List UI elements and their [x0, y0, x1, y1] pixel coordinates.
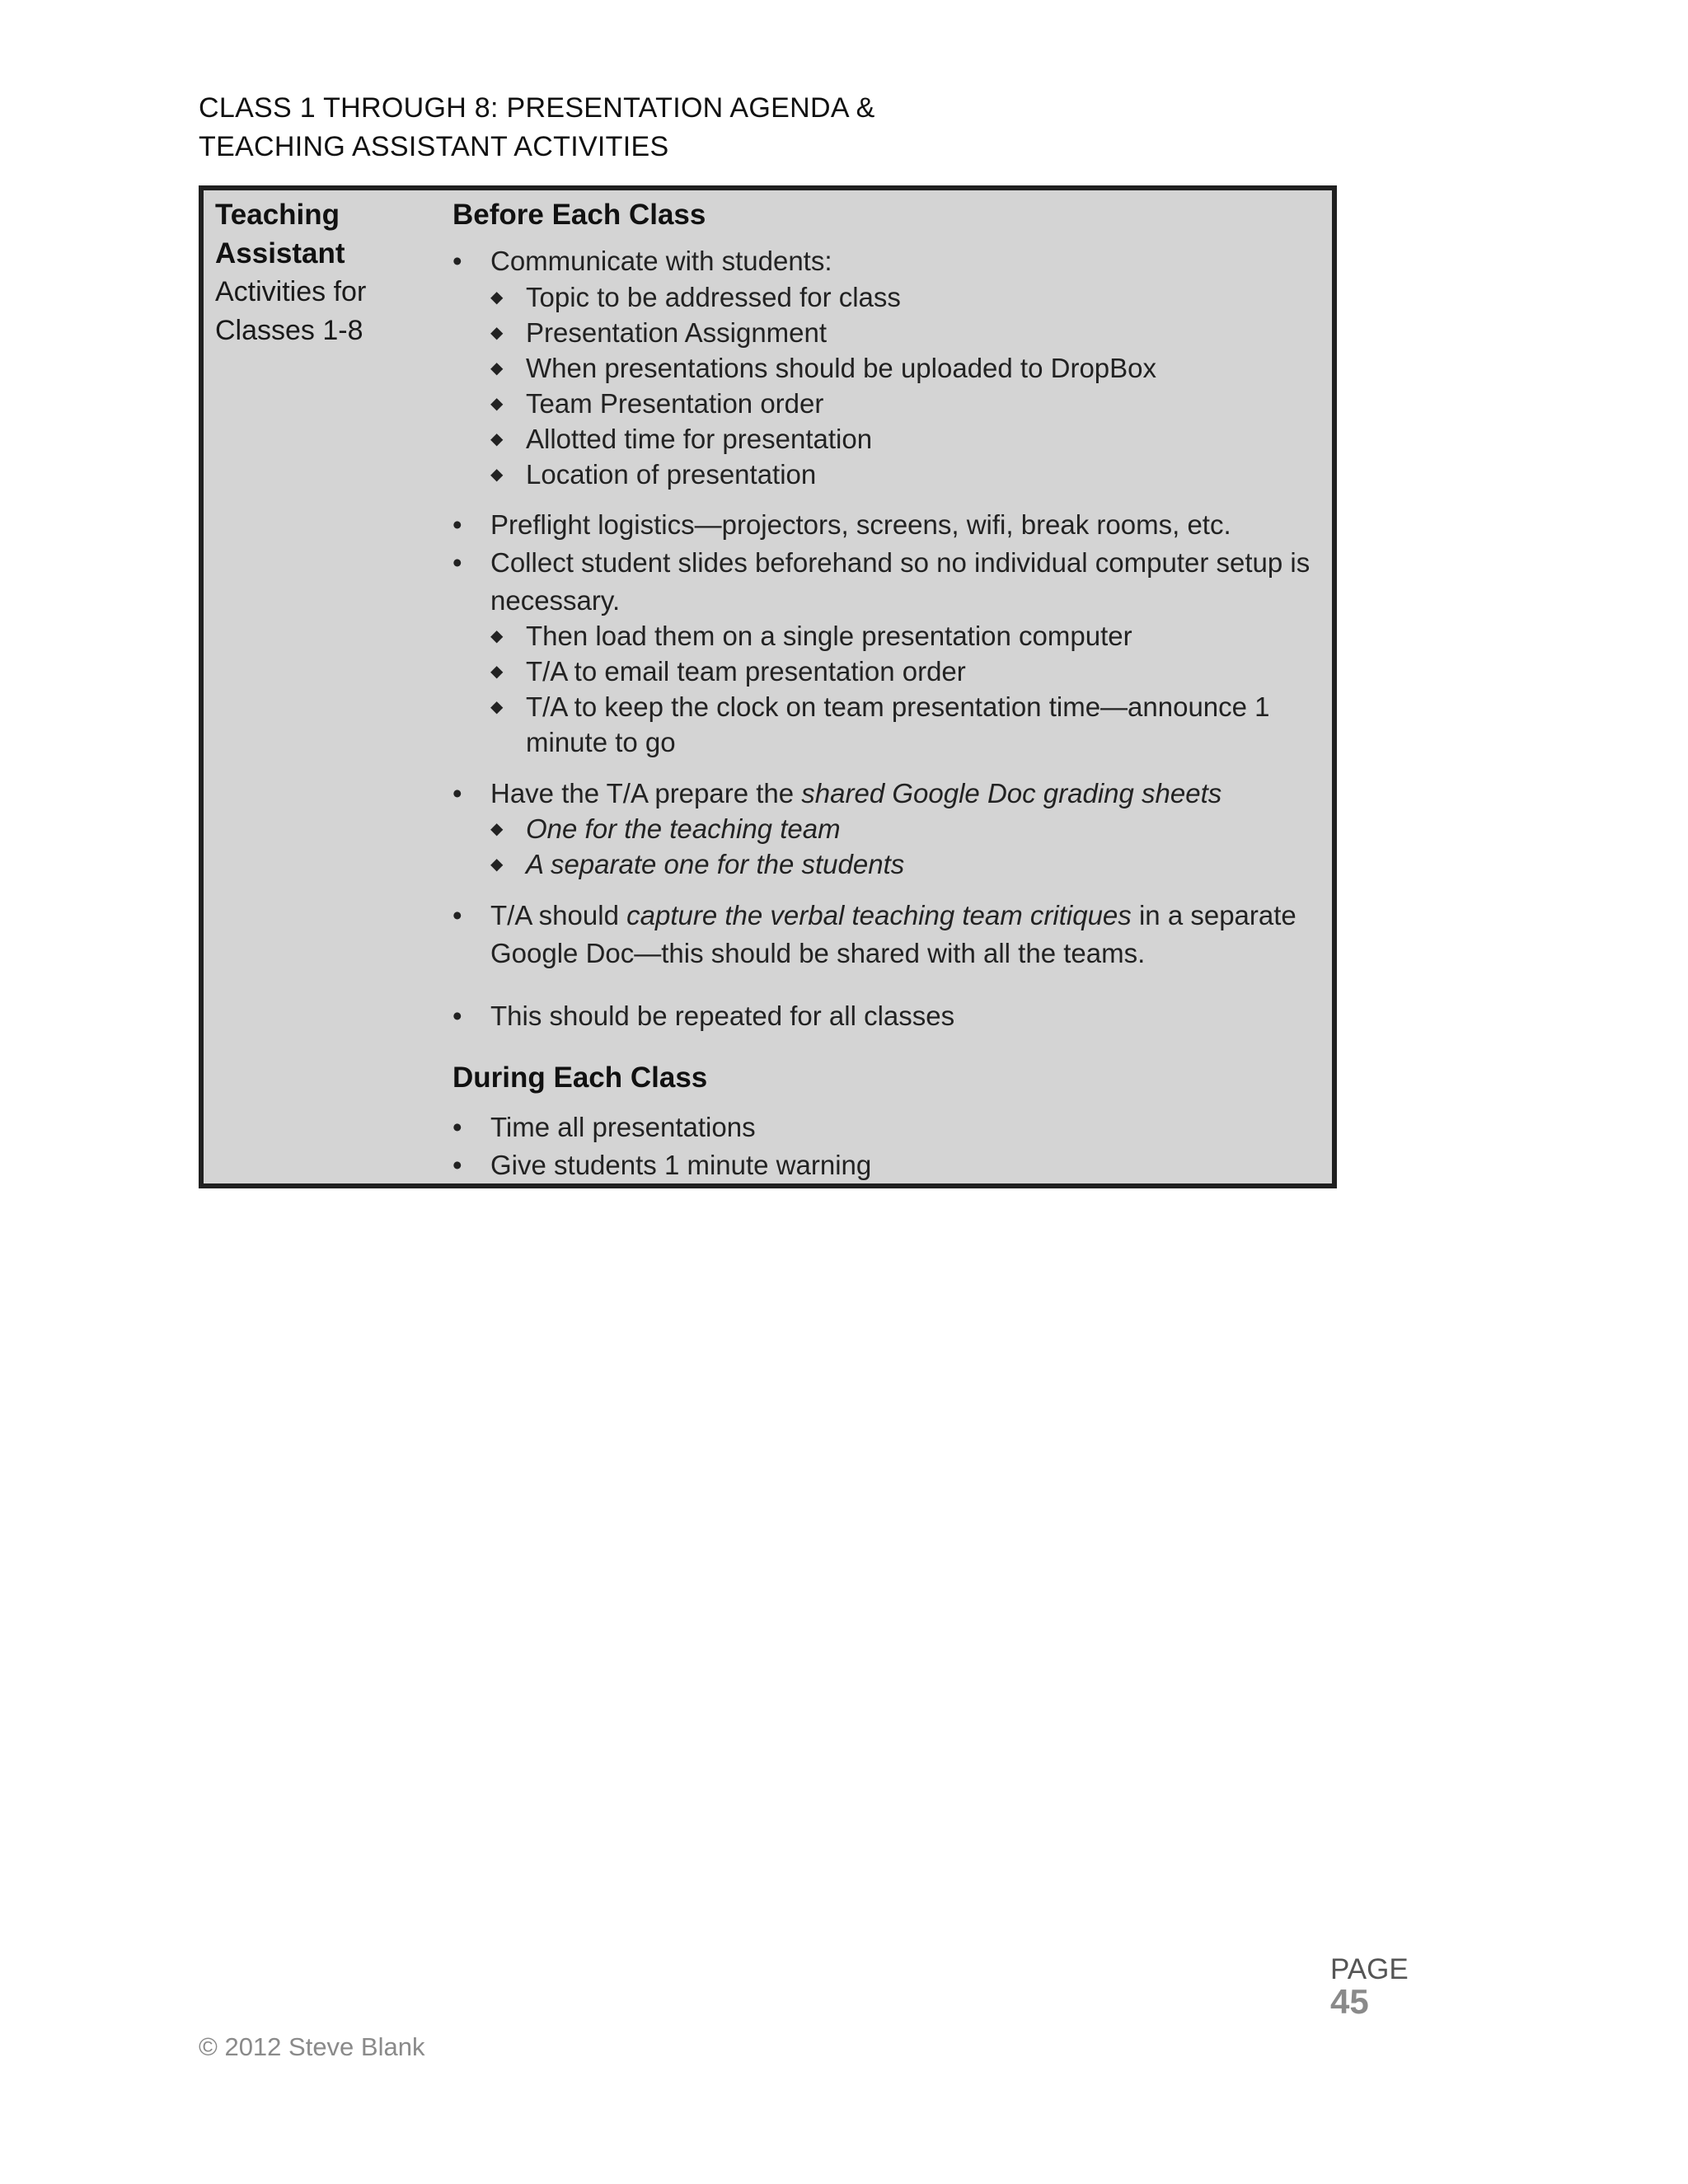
list-item: This should be repeated for all classes: [490, 1001, 955, 1031]
copyright-notice: © 2012 Steve Blank: [199, 2032, 425, 2061]
diamond-bullet-icon: ◆: [490, 698, 504, 716]
diamond-bullet-icon: ◆: [490, 820, 504, 838]
grading-sheet-students: A separate one for the students: [526, 849, 905, 879]
role-subtitle-line-2: Classes 1-8: [215, 315, 363, 346]
page-title-line-2: TEACHING ASSISTANT ACTIVITIES: [199, 131, 669, 162]
sub-list-item: Presentation Assignment: [526, 317, 828, 348]
sub-list-item: Topic to be addressed for class: [526, 282, 901, 312]
list-item: Give students 1 minute warning: [490, 1150, 872, 1180]
sub-list-item: [526, 811, 841, 847]
sub-list-item: Allotted time for presentation: [526, 424, 873, 454]
diamond-bullet-icon: ◆: [490, 466, 504, 484]
page-title-line-1: CLASS 1 THROUGH 8: PRESENTATION AGENDA &: [199, 92, 875, 124]
bullet-dot: •: [452, 900, 462, 930]
diamond-bullet-icon: ◆: [490, 855, 504, 874]
page-title: [199, 89, 1353, 166]
section-title-during: During Each Class: [452, 1062, 708, 1094]
sub-list-item-continuation: minute to go: [526, 727, 676, 757]
bullet-dot: •: [452, 1001, 462, 1031]
diamond-bullet-icon: ◆: [490, 430, 504, 448]
grading-prefix: Have the T/A prepare the: [490, 778, 802, 808]
diamond-bullet-icon: ◆: [490, 663, 504, 681]
diamond-bullet-icon: ◆: [490, 324, 504, 342]
page-label: PAGE: [1330, 1953, 1409, 1985]
bullet-dot: •: [452, 1150, 462, 1180]
diamond-bullet-icon: ◆: [490, 395, 504, 413]
bullet-dot: •: [452, 509, 462, 540]
role-title-line-2: Assistant: [215, 237, 345, 269]
activities-panel: [199, 185, 1337, 1188]
sub-list-item: Then load them on a single presentation computer: [526, 621, 1132, 651]
list-item: [490, 898, 1296, 934]
grading-emphasis: shared Google Doc grading sheets: [801, 778, 1222, 808]
role-column: [215, 195, 429, 350]
role-subtitle-line-1: Activities for: [215, 276, 367, 307]
capture-prefix: T/A should: [490, 900, 627, 930]
sub-list-item: Location of presentation: [526, 459, 817, 490]
grading-sheet-team: One for the teaching team: [526, 813, 841, 844]
diamond-bullet-icon: ◆: [490, 288, 504, 307]
section-title-before: Before Each Class: [452, 199, 706, 231]
list-item-continuation: Google Doc—this should be shared with all the teams.: [490, 938, 1146, 968]
capture-emphasis: capture the verbal teaching team critiques: [626, 900, 1132, 930]
list-item: [490, 776, 1221, 812]
diamond-bullet-icon: ◆: [490, 627, 504, 645]
bullet-dot: •: [452, 547, 462, 578]
bullet-dot: •: [452, 246, 462, 276]
list-item: Time all presentations: [490, 1112, 756, 1142]
sub-list-item: [526, 846, 904, 883]
diamond-bullet-icon: ◆: [490, 359, 504, 377]
list-item: Communicate with students:: [490, 246, 832, 276]
sub-list-item: When presentations should be uploaded to DropBox: [526, 353, 1157, 383]
capture-suffix: in a separate: [1131, 900, 1296, 930]
bullet-dot: •: [452, 778, 462, 808]
sub-list-item: T/A to email team presentation order: [526, 656, 966, 687]
list-item: Preflight logistics—projectors, screens, wifi, break rooms, etc.: [490, 509, 1231, 540]
sub-list-item: T/A to keep the clock on team presentation time—announce 1: [526, 691, 1270, 722]
bullet-dot: •: [452, 1112, 462, 1142]
list-item-continuation: necessary.: [490, 585, 621, 616]
list-item: Collect student slides beforehand so no individual computer setup is: [490, 547, 1311, 578]
role-title-line-1: Teaching: [215, 199, 340, 231]
page-number: 45: [1330, 1982, 1369, 2021]
sub-list-item: Team Presentation order: [526, 388, 824, 419]
